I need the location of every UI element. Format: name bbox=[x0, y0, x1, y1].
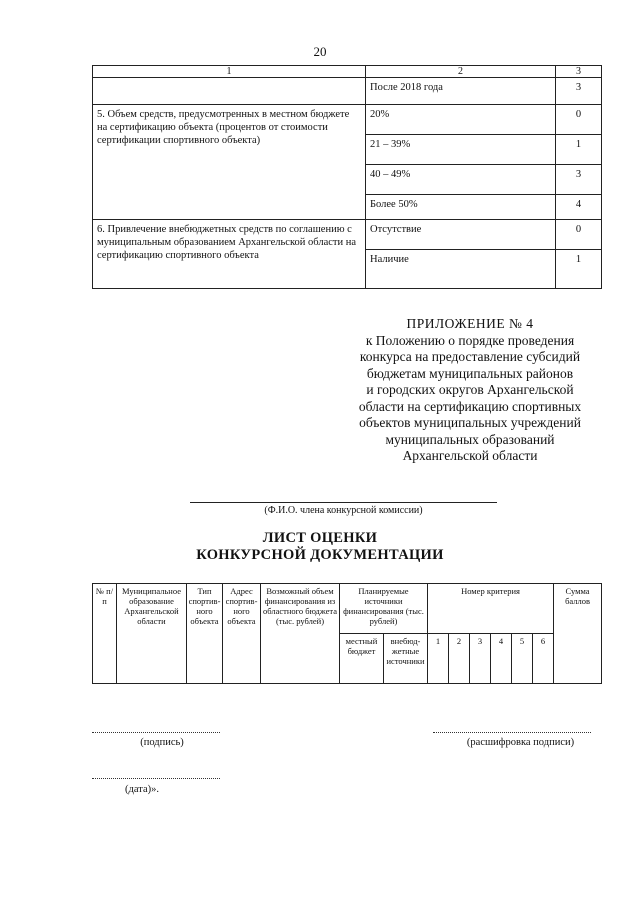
criterion-number-cell: 5 bbox=[512, 634, 533, 684]
sheet-title bbox=[0, 530, 640, 564]
sheet-title-line: ЛИСТ ОЦЕНКИ bbox=[262, 530, 378, 546]
option-cell: Наличие bbox=[366, 250, 556, 289]
table-row bbox=[93, 220, 602, 250]
header-cell: 1 bbox=[93, 66, 366, 78]
criterion-number-cell: 1 bbox=[428, 634, 449, 684]
col-object-address: Адрес спортив-ного объекта bbox=[223, 584, 261, 684]
header-cell: 3 bbox=[556, 66, 602, 78]
col-possible-funding: Возможный объем финансирования из областного бюджета (тыс. рублей) bbox=[261, 584, 340, 684]
criterion-number-cell: 4 bbox=[491, 634, 512, 684]
table-row bbox=[93, 105, 602, 135]
score-cell: 0 bbox=[556, 105, 602, 135]
score-cell: 0 bbox=[556, 220, 602, 250]
score-cell: 3 bbox=[556, 78, 602, 105]
score-cell: 4 bbox=[556, 195, 602, 220]
score-cell: 1 bbox=[556, 250, 602, 289]
appendix-line: объектов муниципальных учреждений bbox=[359, 415, 581, 430]
col-planned-sources: Планируемые источники финансирования (тыс. рублей) bbox=[340, 584, 428, 634]
page-number: 20 bbox=[313, 44, 327, 59]
col-num: № п/п bbox=[93, 584, 117, 684]
criteria-table-header bbox=[93, 66, 602, 78]
appendix-block bbox=[330, 316, 610, 465]
option-cell: После 2018 года bbox=[366, 78, 556, 105]
criterion-cell: 6. Привлечение внебюджетных средств по соглашению с муниципальным образованием Архангельской области на сертификацию спортивного объекта bbox=[93, 220, 366, 289]
col-object-type: Тип спортив-ного объекта bbox=[187, 584, 223, 684]
fio-underline bbox=[190, 502, 497, 503]
fio-label: (Ф.И.О. члена конкурсной комиссии) bbox=[264, 505, 423, 516]
signature-line bbox=[92, 732, 220, 733]
header-cell: 2 bbox=[366, 66, 556, 78]
option-cell: Более 50% bbox=[366, 195, 556, 220]
appendix-line: бюджетам муниципальных районов bbox=[366, 365, 574, 381]
col-municipality: Муниципальное образование Архангельской области bbox=[117, 584, 187, 684]
table-row bbox=[93, 78, 602, 105]
appendix-line: к Положению о порядке проведения bbox=[365, 332, 575, 348]
appendix-line: муниципальных образований bbox=[385, 431, 555, 447]
col-local-budget: местный бюджет bbox=[340, 634, 384, 684]
date-label: (дата)». bbox=[125, 784, 159, 795]
date-line bbox=[92, 778, 220, 779]
evaluation-table bbox=[92, 583, 602, 684]
appendix-line: и городских округов Архангельской bbox=[366, 382, 574, 397]
signature-decoding-line bbox=[433, 732, 591, 733]
criterion-number-cell: 3 bbox=[470, 634, 491, 684]
score-cell: 1 bbox=[556, 135, 602, 165]
option-cell: 40 – 49% bbox=[366, 165, 556, 195]
col-extra-budget: внебюд-жетные источники bbox=[384, 634, 428, 684]
criteria-table bbox=[92, 65, 602, 289]
appendix-line: конкурса на предоставление субсидий bbox=[359, 349, 581, 364]
criterion-cell bbox=[93, 78, 366, 105]
option-cell: 21 – 39% bbox=[366, 135, 556, 165]
score-cell: 3 bbox=[556, 165, 602, 195]
option-cell: 20% bbox=[366, 105, 556, 135]
appendix-title: ПРИЛОЖЕНИЕ № 4 bbox=[406, 316, 534, 331]
signature-label: (подпись) bbox=[140, 737, 184, 748]
col-score-sum: Сумма баллов bbox=[554, 584, 602, 684]
col-criteria-number: Номер критерия bbox=[428, 584, 554, 634]
criterion-number-cell: 6 bbox=[533, 634, 554, 684]
option-cell: Отсутствие bbox=[366, 220, 556, 250]
evaluation-header-row bbox=[93, 584, 602, 634]
criterion-number-cell: 2 bbox=[449, 634, 470, 684]
appendix-line: области на сертификацию спортивных bbox=[358, 398, 582, 414]
sheet-title-line: КОНКУРСНОЙ ДОКУМЕНТАЦИИ bbox=[196, 547, 444, 563]
appendix-line: Архангельской области bbox=[402, 448, 538, 463]
signature-decoding-label: (расшифровка подписи) bbox=[466, 737, 575, 748]
criterion-cell: 5. Объем средств, предусмотренных в местном бюджете на сертификацию объекта (процентов от стоимости сертификации спортивного объекта) bbox=[93, 105, 366, 220]
